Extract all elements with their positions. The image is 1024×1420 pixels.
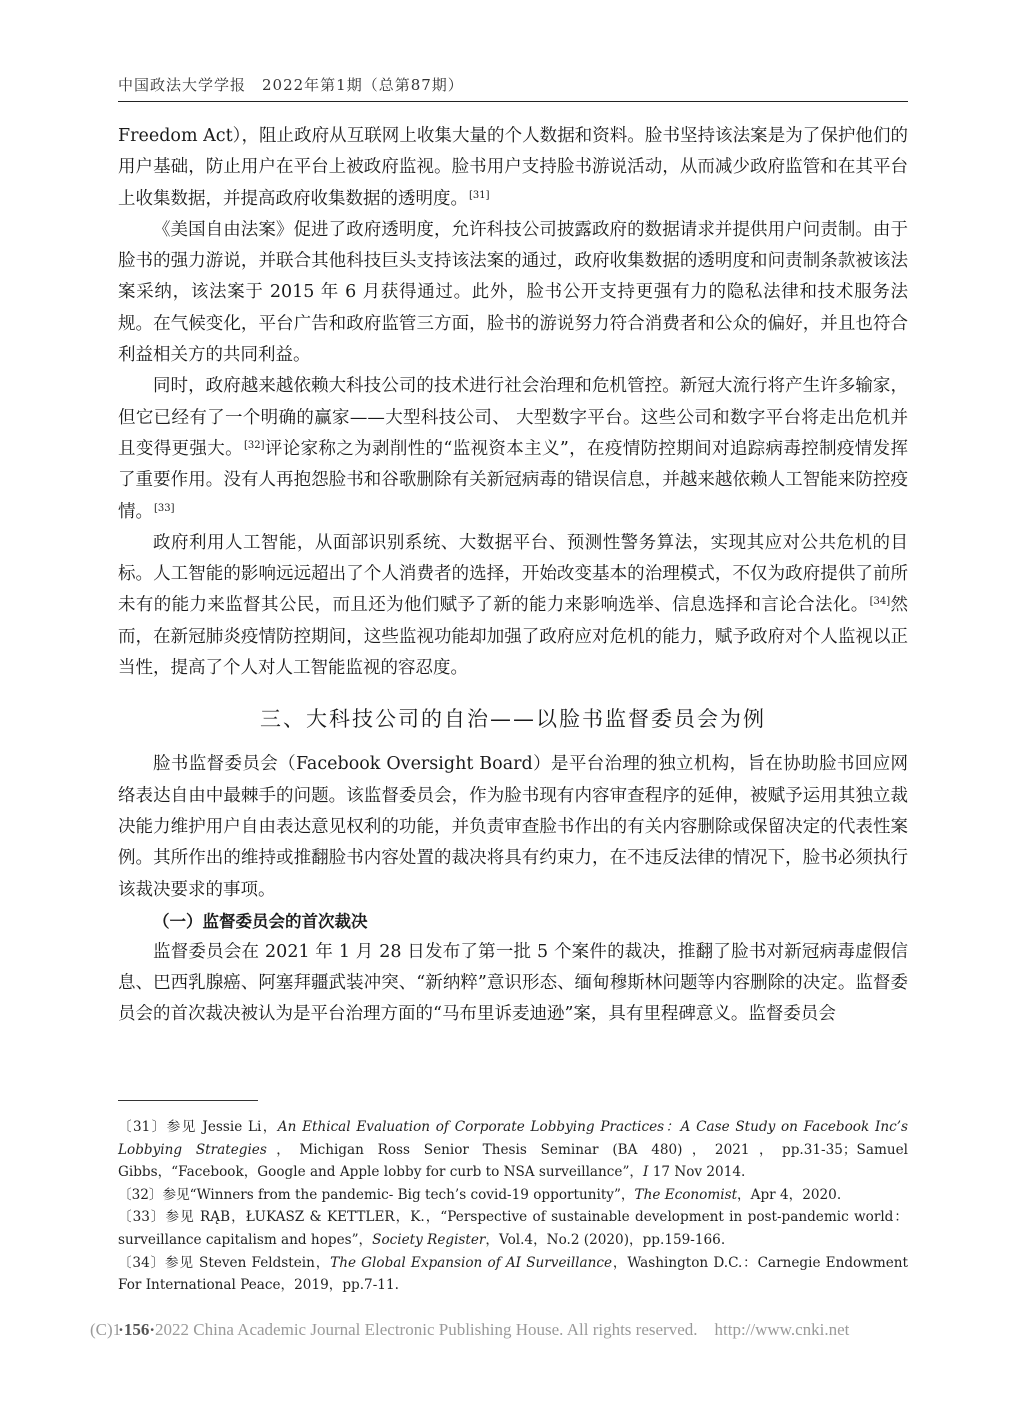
footnote-31: [118, 1116, 908, 1184]
footnote-ref-33[interactable]: [33]: [154, 502, 175, 514]
paragraph-1: [118, 121, 908, 215]
paragraph-4-text-a: 政府利用人工智能，从面部识别系统、大数据平台、预测性警务算法，实现其应对公共危机的目标。人工智能的影响远远超出了个人消费者的选择，开始改变基本的治理模式，不仅为政府提供了前所未有的能力来监督其公民，而且还为他们赋予了新的能力来影响选举、信息选择和言论合法化。: [118, 532, 908, 616]
paragraph-4-text-b: 然而，在新冠肺炎疫情防控期间，这些监视功能却加强了政府应对危机的能力，赋予政府对个人监视以正当性，提高了个人对人工智能监视的容忍度。: [118, 595, 908, 679]
footnote-rule: [118, 1100, 258, 1101]
footnote-ref-34[interactable]: [34]: [869, 596, 891, 608]
fn31-italic-i: I: [643, 1164, 649, 1181]
fn32-journal: The Economist: [634, 1186, 738, 1203]
fn31-prefix: 〔31〕参见 Jessie Li，: [118, 1119, 278, 1135]
paragraph-3-text-b: 评论家称之为剥削性的“监视资本主义”，在疫情防控期间对追踪病毒控制疫情发挥了重要作用。没有人再抱怨脸书和谷歌删除有关新冠病毒的错误信息，并越来越依赖人工智能来防控疫情。: [118, 438, 909, 522]
footnote-32: [118, 1184, 908, 1207]
paragraph-5: 脸书监督委员会（Facebook Oversight Board）是平台治理的独立机构，旨在协助脸书回应网络表达自由中最棘手的问题。该监督委员会，作为脸书现有内容审查程序的延伸，被赋予运用其独立裁决能力维护用户自由表达意见权利的功能，并负责审查脸书作出的有关内容删除或保留决定的代表性案例。其所作出的维持或推翻脸书内容处置的裁决将具有约束力，在不违反法律的情况下，脸书必须执行该裁决要求的事项。: [118, 754, 908, 900]
fn33-prefix: 〔33〕参见 RĄB，ŁUKASZ & KETTLER，K.，“Perspective of sustainable development in post-pandemic world：surveillance capitalism and hopes”，: [118, 1209, 908, 1248]
paragraph-1-text: Freedom Act），阻止政府从互联网上收集大量的个人数据和资料。脸书坚持该法案是为了保护他们的用户基础，防止用户在平台上被政府监视。脸书用户支持脸书游说活动，从而减少政府监管和在其平台上收集数据，并提高政府收集数据的透明度。: [118, 126, 908, 209]
fn31-source: ，Michigan Ross Senior Thesis Seminar (BA 480)，2021，pp.31-35；Samuel Gibbs，“Facebook，Google and Apple lobby for curb to NSA surveillance”，: [118, 1141, 908, 1181]
footnotes: [118, 1116, 908, 1297]
copyright-prefix: (C)1: [90, 1320, 122, 1339]
fn33-journal: Society Register: [372, 1231, 486, 1248]
fn31-title: An Ethical Evaluation of Corporate Lobbying Practices：A Case Study on Facebook Inc’s Lobbying Strategies: [118, 1119, 908, 1158]
fn34-title: The Global Expansion of AI Surveillance: [330, 1254, 613, 1271]
fn31-date: 17 Nov 2014.: [648, 1164, 746, 1181]
fn33-details: ，Vol.4，No.2 (2020)，pp.159-166.: [485, 1231, 726, 1248]
paragraph-4: [118, 528, 908, 684]
section-title: 三、大科技公司的自治——以脸书监督委员会为例: [260, 707, 766, 732]
article-body: [118, 121, 908, 1031]
running-header: 中国政法大学学报 2022年第1期（总第87期）: [118, 76, 464, 94]
header-rule: [118, 101, 908, 102]
footnote-33: [118, 1206, 908, 1251]
footnote-34: [118, 1252, 908, 1297]
fn32-prefix: 〔32〕参见“Winners from the pandemic- Big tech’s covid-19 opportunity”，: [118, 1186, 635, 1203]
paragraph-2: 《美国自由法案》促进了政府透明度，允许科技公司披露政府的数据请求并提供用户问责制。由于脸书的强力游说，并联合其他科技巨头支持该法案的通过，政府收集数据的透明度和问责制条款被该法案采纳，该法案于 2015 年 6 月获得通过。此外，脸书公开支持更强有力的隐私法律和技术服务法规。在气候变化，平台广告和政府监管三方面，脸书的游说努力符合消费者和公众的偏好，并且也符合利益相关方的共同利益。: [118, 219, 908, 366]
fn32-date: ，Apr 4，2020.: [737, 1186, 842, 1203]
page-footer: [90, 1315, 930, 1340]
copyright-notice: 2022 China Academic Journal Electronic Publishing House. All rights reserved. http://www.cnki.net: [155, 1320, 850, 1339]
fn34-prefix: 〔34〕参见 Steven Feldstein，: [118, 1254, 331, 1271]
paragraph-3: [118, 371, 908, 527]
footnote-ref-32[interactable]: [32]: [243, 439, 265, 451]
paragraph-3-text-a: 同时，政府越来越依赖大科技公司的技术进行社会治理和危机管控。新冠大流行将产生许多输家，但它已经有了一个明确的赢家——大型科技公司、 大型数字平台。这些公司和数字平台将走出危机并且变得更强大。: [118, 376, 908, 459]
fn34-details: ，Washington D.C.：Carnegie Endowment For International Peace，2019，pp.7-11.: [118, 1254, 908, 1294]
subsection-title: （一）监督委员会的首次裁决: [153, 911, 368, 931]
footnote-ref-31[interactable]: [31]: [469, 189, 490, 201]
page-number: ·156·: [118, 1320, 156, 1339]
paragraph-6: 监督委员会在 2021 年 1 月 28 日发布了第一批 5 个案件的裁决，推翻了脸书对新冠病毒虚假信息、巴西乳腺癌、阿塞拜疆武装冲突、“新纳粹”意识形态、缅甸穆斯林问题等内容删除的决定。监督委员会的首次裁决被认为是平台治理方面的“马布里诉麦迪逊”案，具有里程碑意义。监督委员会: [118, 941, 908, 1025]
